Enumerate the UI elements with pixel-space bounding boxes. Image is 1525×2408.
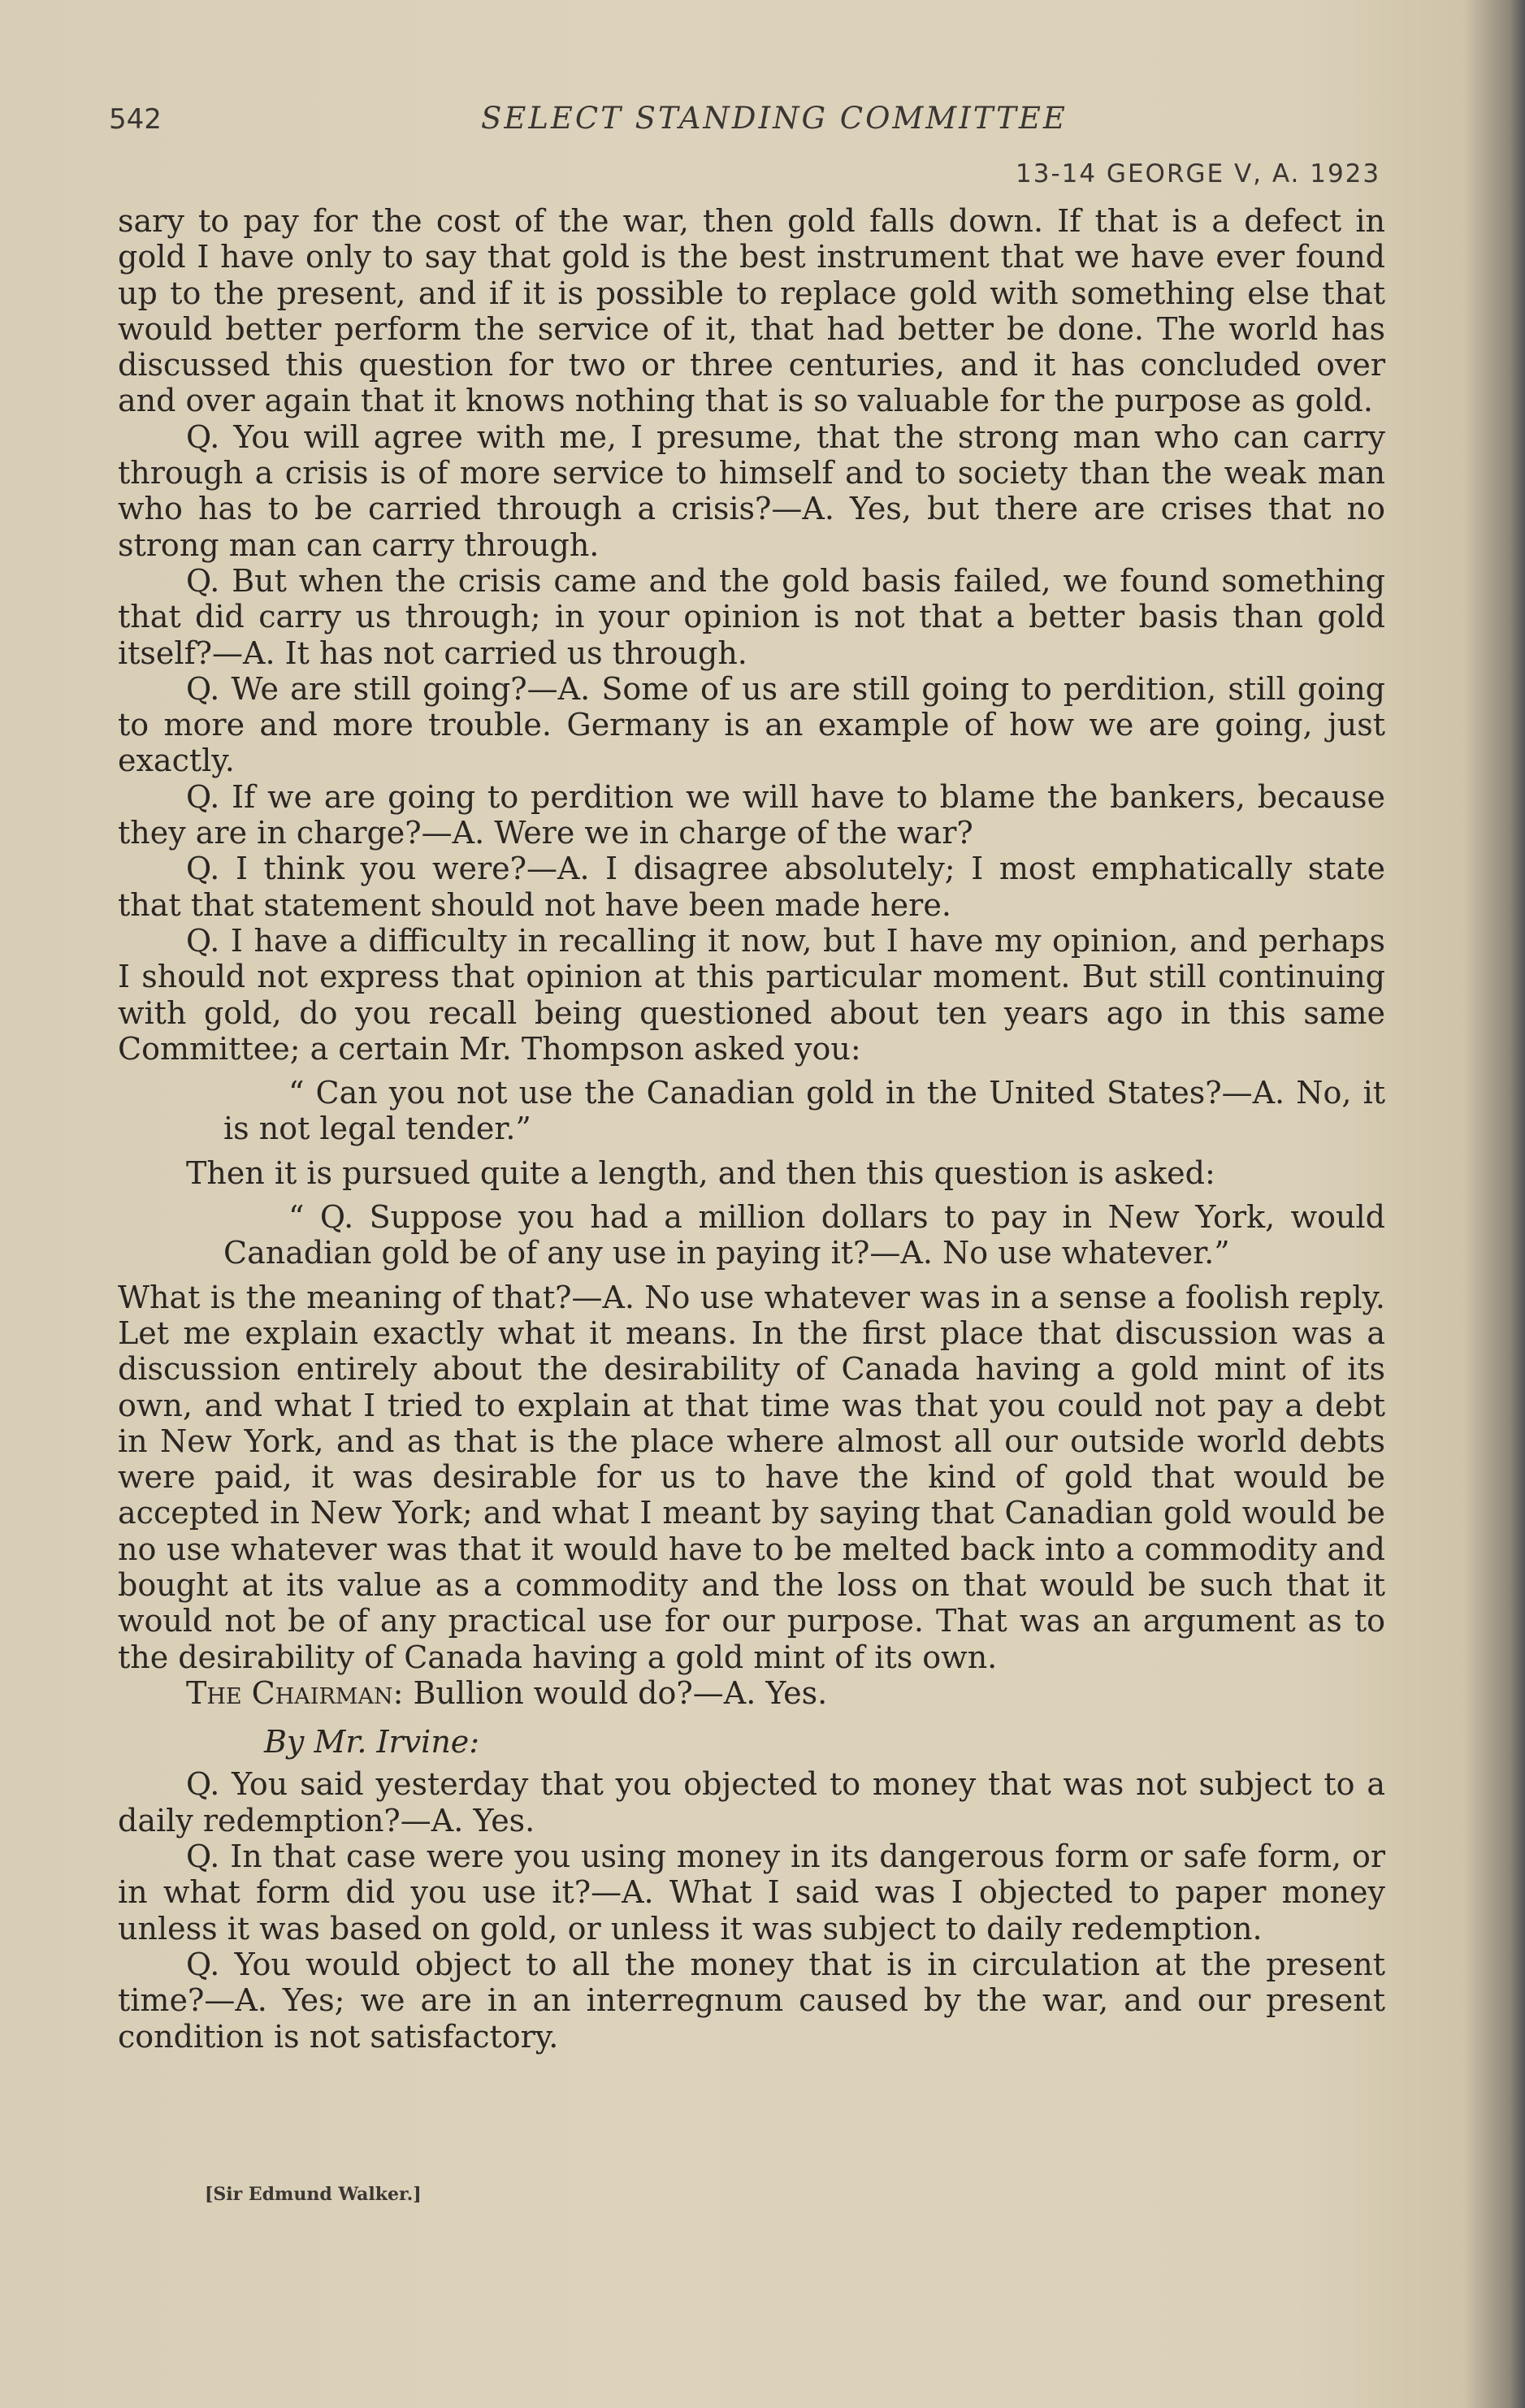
page-number: 542 — [109, 103, 162, 136]
paragraph: Q. You said yesterday that you objected to money that was not subject to a daily redemption?—A. Yes. — [118, 1766, 1385, 1838]
block-quote: “ Can you not use the Canadian gold in the United States?—A. No, it is not legal tender.” — [223, 1075, 1385, 1147]
running-title: SELECT STANDING COMMITTEE — [481, 101, 1068, 136]
block-quote: “ Q. Suppose you had a million dollars to pay in New York, would Canadian gold be of any use in paying it?—A. No use whatever.” — [223, 1199, 1385, 1271]
paragraph: sary to pay for the cost of the war, then gold falls down. If that is a defect in gold I have only to say that gold is the best instrument that we have ever found up to the present, and if it is possible to replace gold with something else that would better perform the service of it, that had better be done. The world has discussed this question for two or three centuries, and it has concluded over and over again that it knows nothing that is so valuable for the purpose as gold. — [118, 203, 1385, 419]
session-label: 13-14 GEORGE V, A. 1923 — [1016, 159, 1381, 188]
speaker-text: Bullion would do?—A. Yes. — [403, 1674, 828, 1711]
paragraph: Q. We are still going?—A. Some of us are still going to perdition, still going to more and more trouble. Germany is an example of how we are going, just exactly. — [118, 670, 1385, 779]
paragraph: What is the meaning of that?—A. No use whatever was in a sense a foolish reply. Let me explain exactly what it means. In the first place that discussion was a discussion entirely about the desirability of Canada having a gold mint of its own, and what I tried to explain at that time was that you could not pay a debt in New York, and as that is the place where almost all our outside world debts were paid, it was desirable for us to have the kind of gold that would be accepted in New York; and what I meant by saying that Canadian gold would be no use whatever was that it would have to be melted back into a commodity and bought at its value as a commodity and the loss on that would be such that it would not be of any practical use for our purpose. That was an argument as to the desirability of Canada having a gold mint of its own. — [118, 1279, 1385, 1675]
paragraph: Q. In that case were you using money in its dangerous form or safe form, or in what form did you use it?—A. What I said was I objected to paper money unless it was based on gold, or unless it was subject to daily redemption. — [118, 1838, 1385, 1947]
paragraph: Then it is pursued quite a length, and then this question is asked: — [186, 1154, 1215, 1191]
paragraph: Q. If we are going to perdition we will have to blame the bankers, because they are in charge?—A. Were we in charge of the war? — [118, 778, 1385, 851]
body-text — [118, 203, 1385, 2055]
examiner-heading: By Mr. Irvine: — [264, 1724, 480, 1761]
paragraph: Q. You will agree with me, I presume, that the strong man who can carry through a crisis is of more service to himself and to society than the weak man who has to be carried through a crisis?—A. Yes, but there are crises that no strong man can carry through. — [118, 418, 1385, 563]
paragraph: Q. I have a difficulty in recalling it now, but I have my opinion, and perhaps I should not express that opinion at this particular moment. But still continuing with gold, do you recall being questioned about ten years ago in this same Committee; a certain Mr. Thompson asked you: — [118, 922, 1385, 1067]
chairman-paragraph — [118, 1675, 1385, 1711]
paragraph: Q. But when the crisis came and the gold basis failed, we found something that did carry us through; in your opinion is not that a better basis than gold itself?—A. It has not carried us through. — [118, 562, 1385, 671]
paragraph: Q. You would object to all the money that is in circulation at the present time?—A. Yes; we are in an interregnum caused by the war, and our present condition is not satisfactory. — [118, 1946, 1385, 2055]
speaker-label: The Chairman: — [186, 1674, 404, 1711]
witness-footnote: [Sir Edmund Walker.] — [205, 2184, 422, 2205]
paragraph: Q. I think you were?—A. I disagree absolutely; I most emphatically state that that statement should not have been made here. — [118, 851, 1385, 923]
